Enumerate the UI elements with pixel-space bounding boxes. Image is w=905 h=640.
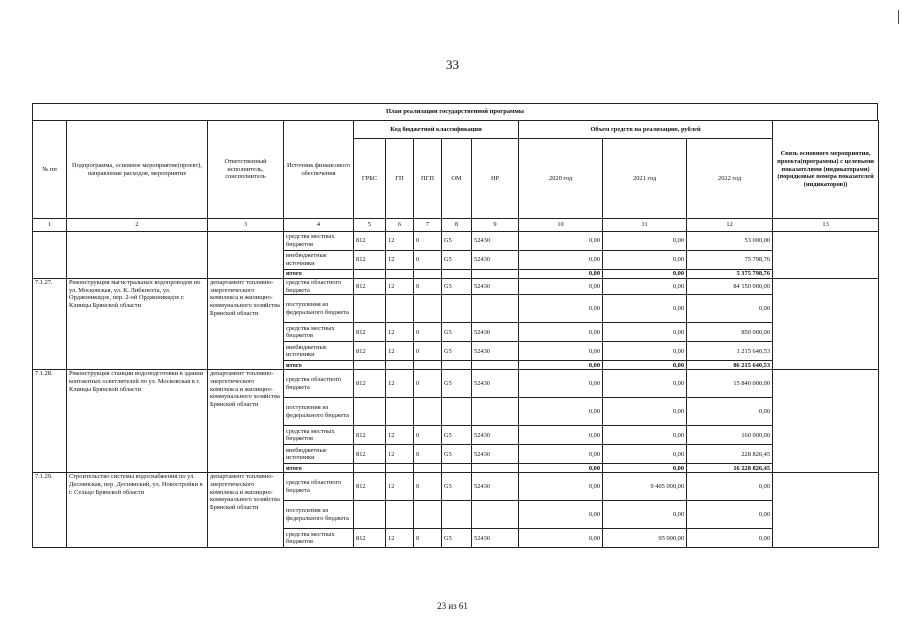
header-gp: ГП [386, 139, 414, 219]
source-cell: внебюджетные источники [284, 251, 354, 270]
header-responsible: Ответственный исполнитель, соисполнитель [208, 121, 284, 219]
page-footer: 23 из 61 [437, 601, 468, 611]
item-number: 7.1.27. [33, 279, 67, 370]
header-subprogram: Подпрограмма, основное мероприятие(проект), направление расходов, мероприятие [67, 121, 208, 219]
item-number: 7.1.29. [33, 473, 67, 548]
table-row: поступления из федерального бюджета 0,00 0,00 0,00 [33, 295, 879, 323]
table-row: средства местных бюджетов 812 12 0 G5 52430 0,00 0,00 160 000,00 [33, 426, 879, 445]
table-row: 7.1.28. Реконструкция станции водоподготовки в здании контактных осветлителей по ул. Московская в г. Клинцы Брянской области департамент топливно-энергетического комплекса и жилищно-коммунального хозяйства Брянской области средства областного бюджета 812 12 0 G5 52430 0,00 0,00 15 840 000,00 [33, 370, 879, 398]
page-number: 33 [446, 57, 459, 72]
table-row: внебюджетные источники 812 12 0 G5 52430 0,00 0,00 75 798,76 [33, 251, 879, 270]
header-source: Источник финансового обеспечения [284, 121, 354, 219]
col-number: 9 [472, 219, 519, 232]
col-number: 1 [33, 219, 67, 232]
header-2022: 2022 год [687, 139, 773, 219]
item-responsible: департамент топливно-энергетического комплекса и жилищно-коммунального хозяйства Брянской области [208, 473, 284, 548]
table-row: поступления из федерального бюджета 0,00 0,00 0,00 [33, 398, 879, 426]
header-no: № пп [33, 121, 67, 219]
source-cell: средства местных бюджетов [284, 232, 354, 251]
col-number: 6 [386, 219, 414, 232]
col-number: 10 [519, 219, 603, 232]
col-number: 4 [284, 219, 354, 232]
table-row: средства местных бюджетов 812 12 0 G5 52430 0,00 0,00 53 000,00 [33, 232, 879, 251]
table-title: План реализации государственной программы [32, 103, 878, 120]
table-row: 7.1.29. Строительство системы водоснабжения по ул. Деснянская, пер. Деснянский, ул. Новостройки в г. Сельцо Брянской области департамент топливно-энергетического комплекса и жилищно-коммунального хозяйства Брянской области средства областного бюджета 812 12 0 G5 52430 0,00 9 405 000,00 0,00 [33, 473, 879, 501]
header-indicator-link: Связь основного мероприятия, проекта(программы) с целевыми показателями (индикаторами) (порядковые номера показателей (индикаторов)) [773, 121, 879, 219]
item-responsible: департамент топливно-энергетического комплекса и жилищно-коммунального хозяйства Брянской области [208, 279, 284, 370]
table-row: средства местных бюджетов 812 12 0 G5 52430 0,00 95 000,00 0,00 [33, 529, 879, 548]
column-number-row [33, 219, 879, 232]
item-number: 7.1.28. [33, 370, 67, 473]
col-number: 2 [67, 219, 208, 232]
item-name: Реконструкция станции водоподготовки в здании контактных осветлителей по ул. Московская в г. Клинцы Брянской области [67, 370, 208, 473]
header-grbs: ГРБС [354, 139, 386, 219]
table-row: внебюджетные источники 812 12 0 G5 52430 0,00 0,00 1 215 640,53 [33, 342, 879, 361]
header-volume-group: Объем средств на реализацию, рублей [519, 121, 773, 139]
item-responsible: департамент топливно-энергетического комплекса и жилищно-коммунального хозяйства Брянской области [208, 370, 284, 473]
col-number: 5 [354, 219, 386, 232]
header-om: ОМ [442, 139, 472, 219]
table-row: средства местных бюджетов 812 12 0 G5 52430 0,00 0,00 850 000,00 [33, 323, 879, 342]
item-name: Строительство системы водоснабжения по ул. Деснянская, пер. Деснянский, ул. Новостройки в г. Сельцо Брянской области [67, 473, 208, 548]
header-2020: 2020 год [519, 139, 603, 219]
header-pgp: ПГП [414, 139, 442, 219]
col-number: 12 [687, 219, 773, 232]
header-kbk-group: Код бюджетной классификации [354, 121, 519, 139]
total-row: итого 0,00 0,00 86 215 640,53 [33, 361, 879, 370]
header-2021: 2021 год [603, 139, 687, 219]
total-row: итого 0,00 0,00 5 375 798,76 [33, 270, 879, 279]
col-number: 7 [414, 219, 442, 232]
item-name: Реконструкция магистральных водопроводов по ул. Московская, ул. К. Либкнехта, ул. Орджоникидзе, пер. 2-ой Орджоникидзе г. Клинцы Брянской области [67, 279, 208, 370]
total-row: итого 0,00 0,00 16 228 826,45 [33, 464, 879, 473]
col-number: 8 [442, 219, 472, 232]
table-row: 7.1.27. Реконструкция магистральных водопроводов по ул. Московская, ул. К. Либкнехта, ул. Орджоникидзе, пер. 2-ой Орджоникидзе г. Клинцы Брянской области департамент топливно-энергетического комплекса и жилищно-коммунального хозяйства Брянской области средства областного бюджета 812 12 0 G5 52430 0,00 0,00 84 150 000,00 [33, 279, 879, 295]
col-number: 13 [773, 219, 879, 232]
header-nr: НР [472, 139, 519, 219]
col-number: 3 [208, 219, 284, 232]
table-row: внебюджетные источники 812 12 0 G5 52430 0,00 0,00 228 826,45 [33, 445, 879, 464]
scan-edge-mark [898, 10, 899, 24]
table-row: поступления из федерального бюджета 0,00 0,00 0,00 [33, 501, 879, 529]
col-number: 11 [603, 219, 687, 232]
budget-plan-table [32, 120, 879, 548]
